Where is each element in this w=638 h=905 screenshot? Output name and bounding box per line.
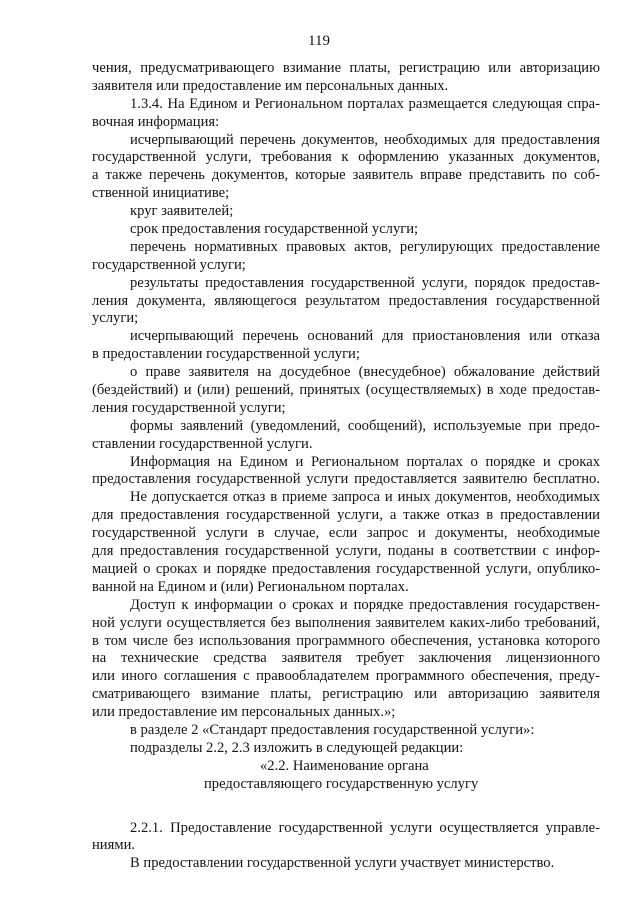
text-line: ственной инициативе; [92, 185, 230, 202]
text-line: чения, предусматривающего взимание платы, регистрацию или авторизацию [92, 60, 600, 76]
text-line: ной услуги осуществляется без выполнения заявителем каких-либо требований, [92, 614, 600, 631]
text-line: (бездействий) и (или) решений, принятых (осуществляемых) в ходе предостав- [92, 382, 600, 399]
text-line: а также перечень документов, которые заявитель вправе представить по соб- [92, 167, 600, 184]
text-line: ления государственной услуги; [92, 399, 286, 416]
text-line: исчерпывающий перечень оснований для приостановления или отказа [130, 328, 600, 345]
text-line: в разделе 2 «Стандарт предоставления государственной услуги»: [130, 721, 535, 738]
text-line: ниями. [92, 837, 136, 854]
text-line: государственной услуги в случае, если запрос и документы, необходимые [92, 525, 600, 542]
text-line: в предоставлении государственной услуги; [92, 346, 360, 363]
text-line: подразделы 2.2, 2.3 изложить в следующей редакции: [130, 739, 464, 756]
text-line: ления документа, являющегося результатом предоставления государственной [92, 292, 600, 309]
blank-line [92, 794, 600, 820]
text-line: перечень нормативных правовых актов, регулирующих предоставление [130, 238, 600, 255]
text-line: предоставляющего государственную услугу [204, 775, 479, 792]
text-line: или предоставление им персональных данных.»; [92, 704, 396, 721]
document-body [92, 60, 600, 873]
text-line: или иного соглашения с правообладателем программного обеспечения, преду- [92, 668, 600, 685]
text-line: государственной услуги, требования к оформлению указанных документов, [92, 149, 600, 166]
text-line: срок предоставления государственной услуги; [130, 221, 419, 238]
text-line: Доступ к информации о сроках и порядке предоставления государствен- [130, 596, 600, 613]
text-line: вочная информация: [92, 113, 220, 130]
text-line: сматривающего взимание платы, регистрацию или авторизацию заявителя [92, 686, 600, 703]
text-line: предоставления государственной услуги предоставляется заявителю бесплатно. [92, 471, 600, 488]
text-line: результаты предоставления государственной услуги, порядок предостав- [130, 274, 600, 291]
text-line: Информация на Едином и Региональном порталах о порядке и сроках [130, 453, 600, 470]
text-line: на технические средства заявителя требует заключения лицензионного [92, 650, 600, 667]
text-line: о праве заявителя на досудебное (внесудебное) обжалование действий [130, 364, 600, 381]
text-line: «2.2. Наименование органа [260, 757, 429, 774]
text-line: в том числе без использования программного обеспечения, установка которого [92, 632, 600, 649]
text-line: 2.2.1. Предоставление государственной услуги осуществляется управле- [130, 819, 600, 836]
text-line: исчерпывающий перечень документов, необходимых для предоставления [130, 131, 600, 148]
text-line: ставлении государственной услуги. [92, 435, 313, 452]
text-line: Не допускается отказ в приеме запроса и иных документов, необходимых [130, 489, 600, 506]
text-line: для предоставления государственной услуги, а также отказ в предоставлении [92, 507, 600, 524]
text-line: В предоставлении государственной услуги участвует министерство. [130, 855, 555, 872]
page-number: 119 [308, 33, 330, 49]
text-line: заявителя или предоставление им персональных данных. [92, 77, 449, 94]
text-line: 1.3.4. На Едином и Региональном порталах размещается следующая спра- [130, 95, 600, 112]
text-line: формы заявлений (уведомлений, сообщений), используемые при предо- [130, 417, 600, 434]
text-line: государственной услуги; [92, 256, 246, 273]
text-line: мацией о сроках и порядке предоставления государственной услуги, опублико- [92, 560, 600, 577]
text-line: ванной на Едином и (или) Региональном порталах. [92, 578, 409, 595]
text-line: для предоставления государственной услуги, поданы в соответствии с инфор- [92, 543, 600, 560]
text-line: услуги; [92, 310, 139, 327]
text-line: круг заявителей; [130, 203, 234, 220]
